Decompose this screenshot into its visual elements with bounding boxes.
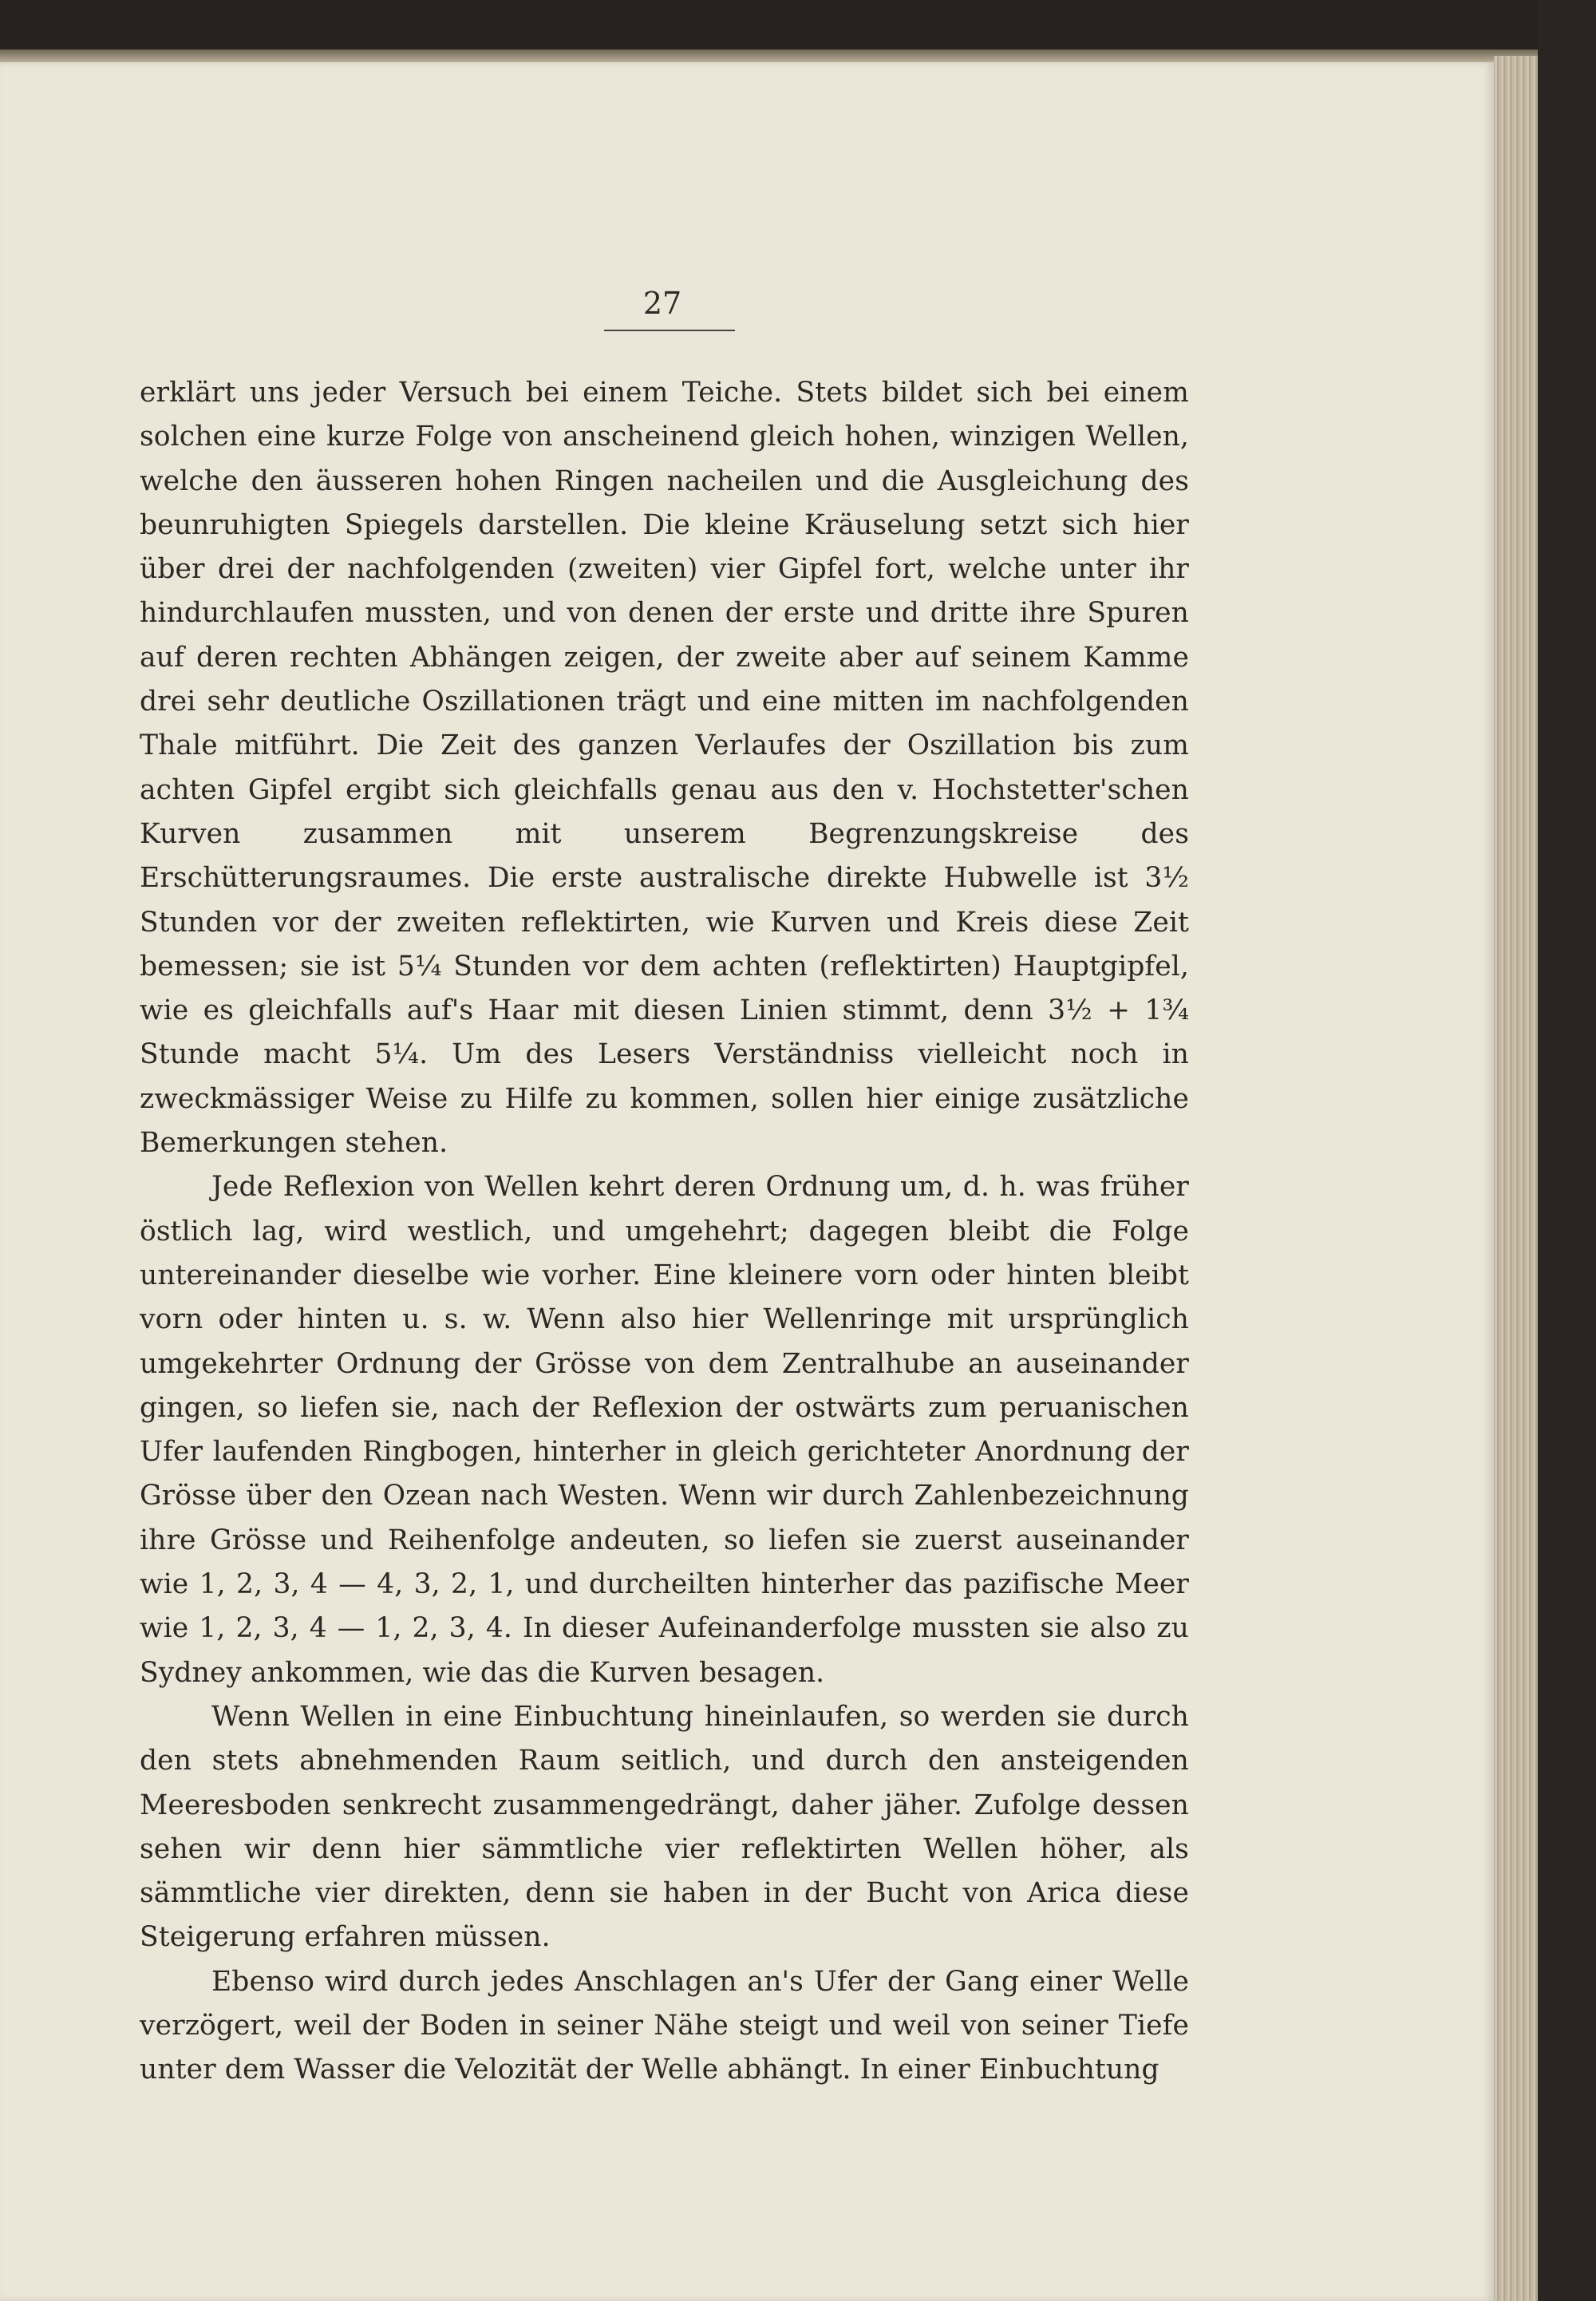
page-number-rule <box>604 330 735 331</box>
book-cover-right <box>1538 0 1596 2301</box>
book-cover-top <box>0 0 1596 49</box>
page-top-edge <box>0 49 1538 62</box>
body-text <box>140 371 1189 2093</box>
page-number: 27 <box>642 286 682 321</box>
paragraph-1: erklärt uns jeder Versuch bei einem Teiche. Stets bildet sich bei einem solchen eine kurze Folge von anscheinend gleich hohen, winzigen Wellen, welche den äusseren hohen Ringen nacheilen und die Ausgleichung des beunruhigten Spiegels darstellen. Die kleine Kräuselung setzt sich hier über drei der nachfolgenden (zweiten) vier Gipfel fort, welche unter ihr hindurchlaufen mussten, und von denen der erste und dritte ihre Spuren auf deren rechten Abhängen zeigen, der zweite aber auf seinem Kamme drei sehr deutliche Oszillationen trägt und eine mitten im nachfolgenden Thale mitführt. Die Zeit des ganzen Verlaufes der Oszillation bis zum achten Gipfel ergibt sich gleichfalls genau aus den v. Hochstetter'schen Kurven zusammen mit unserem Begrenzungskreise des Erschütterungsraumes. Die erste australische direkte Hubwelle ist 3½ Stunden vor der zweiten reflektirten, wie Kurven und Kreis diese Zeit bemessen; sie ist 5¼ Stunden vor dem achten (reflektirten) Hauptgipfel, wie es gleichfalls auf's Haar mit diesen Linien stimmt, denn 3½ + 1¾ Stunde macht 5¼. Um des Lesers Verständniss vielleicht noch in zweckmässiger Weise zu Hilfe zu kommen, sollen hier einige zusätzliche Bemerkungen stehen. <box>140 377 1189 1160</box>
paragraph-4: Ebenso wird durch jedes Anschlagen an's Ufer der Gang einer Welle verzögert, weil der Boden in seiner Nähe steigt und weil von seiner Tiefe unter dem Wasser die Velozität der Welle abhängt. In einer Einbuchtung <box>140 1965 1189 2086</box>
page-stack-edges <box>1494 56 1538 2301</box>
paragraph-3: Wenn Wellen in eine Einbuchtung hineinlaufen, so werden sie durch den stets abnehmenden Raum seitlich, und durch den ansteigenden Meeresboden senkrecht zusammengedrängt, daher jäher. Zufolge dessen sehen wir denn hier sämmtliche vier reflektirten Wellen höher, als sämmtliche vier direkten, denn sie haben in der Bucht von Arica diese Steigerung erfahren müssen. <box>140 1700 1189 1954</box>
paragraph-2: Jede Reflexion von Wellen kehrt deren Ordnung um, d. h. was früher östlich lag, wird westlich, und umgehehrt; dagegen bleibt die Folge untereinander dieselbe wie vorher. Eine kleinere vorn oder hinten bleibt vorn oder hinten u. s. w. Wenn also hier Wellenringe mit ursprünglich umgekehrter Ordnung der Grösse von dem Zentralhube an auseinander gingen, so liefen sie, nach der Reflexion der ostwärts zum peruanischen Ufer laufenden Ringbogen, hinterher in gleich gerichteter Anordnung der Grösse über den Ozean nach Westen. Wenn wir durch Zahlenbezeichnung ihre Grösse und Reihenfolge andeuten, so liefen sie zuerst auseinander wie 1, 2, 3, 4 — 4, 3, 2, 1, und durcheilten hinterher das pazifische Meer wie 1, 2, 3, 4 — 1, 2, 3, 4. In dieser Aufeinanderfolge mussten sie also zu Sydney ankommen, wie das die Kurven besagen. <box>140 1171 1189 1689</box>
